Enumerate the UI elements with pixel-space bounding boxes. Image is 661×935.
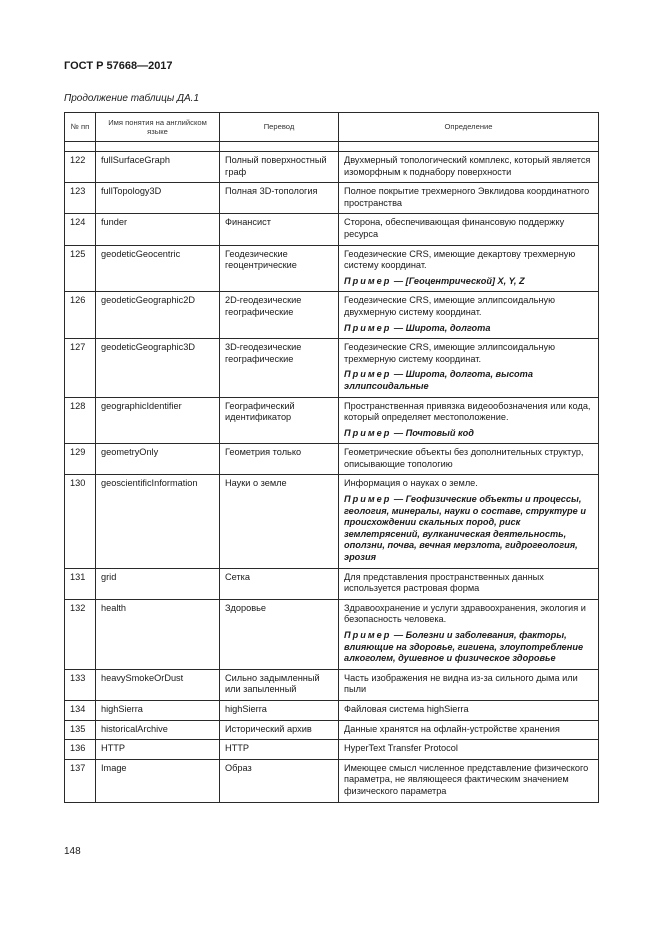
term-cell: fullTopology3D — [96, 183, 220, 214]
translation-cell: 3D-геодезические географические — [220, 339, 339, 397]
row-number-cell: 124 — [65, 214, 96, 245]
term-cell: highSierra — [96, 700, 220, 720]
example-note — [344, 323, 593, 335]
table-caption: Продолжение таблицы ДА.1 — [64, 93, 200, 104]
example-text: — Почтовый код — [393, 427, 474, 438]
table-row — [65, 292, 599, 339]
definition-text: Информация о науках о земле. — [344, 478, 478, 489]
example-text: — [Геоцентрической] X, Y, Z — [393, 275, 525, 286]
definition-cell — [339, 475, 599, 568]
definition-text: Файловая система highSierra — [344, 703, 469, 714]
example-text: — Широта, долгота, высота эллипсоидальные — [344, 369, 533, 391]
definition-cell — [339, 759, 599, 802]
table-row — [65, 669, 599, 700]
table-row — [65, 339, 599, 397]
row-number-cell: 131 — [65, 568, 96, 599]
definition-cell — [339, 599, 599, 669]
row-number-cell: 130 — [65, 475, 96, 568]
row-number-cell: 134 — [65, 700, 96, 720]
definition-text: Часть изображения не видна из-за сильного дыма или пыли — [344, 672, 578, 695]
definition-cell — [339, 245, 599, 292]
translation-cell: Геодезические геоцентрические — [220, 245, 339, 292]
row-number-cell: 127 — [65, 339, 96, 397]
definition-text: Пространственная привязка видеообозначения или кода, который определяет местоположение. — [344, 400, 591, 423]
definition-text: Двухмерный топологический комплекс, который является изоморфным к поднабору поверхности — [344, 155, 591, 177]
example-text: — Широта, долгота — [393, 322, 491, 333]
term-cell: geometryOnly — [96, 444, 220, 475]
example-note — [344, 630, 593, 665]
row-number-cell: 135 — [65, 720, 96, 740]
translation-cell: HTTP — [220, 740, 339, 760]
term-cell: geodeticGeographic3D — [96, 339, 220, 397]
row-number-cell: 122 — [65, 152, 96, 183]
definition-text: Для представления пространственных данных используется растровая форма — [344, 571, 544, 594]
table-header-row — [65, 113, 599, 142]
table-row — [65, 444, 599, 475]
example-label: Пример — [344, 322, 392, 333]
translation-cell: Географический идентификатор — [220, 397, 339, 444]
definition-cell — [339, 444, 599, 475]
table-row — [65, 152, 599, 183]
document-standard-code: ГОСТ Р 57668—2017 — [64, 60, 173, 72]
term-cell: HTTP — [96, 740, 220, 760]
definition-cell — [339, 183, 599, 214]
definition-cell — [339, 152, 599, 183]
example-text: — Болезни и заболевания, факторы, влияющие на здоровье, гигиена, злоупотребление алкоголем, душевное и физическое здоровье — [344, 630, 584, 664]
table-row — [65, 700, 599, 720]
row-number-cell: 128 — [65, 397, 96, 444]
definition-cell — [339, 214, 599, 245]
definition-text: Имеющее смысл численное представление физического параметра, не являющееся фактическим значением физического параметра — [344, 762, 589, 796]
term-cell: geodeticGeocentric — [96, 245, 220, 292]
term-cell: geodeticGeographic2D — [96, 292, 220, 339]
table-row — [65, 214, 599, 245]
definition-cell — [339, 339, 599, 397]
example-label: Пример — [344, 427, 392, 438]
definition-cell — [339, 397, 599, 444]
translation-cell: Науки о земле — [220, 475, 339, 568]
term-cell: grid — [96, 568, 220, 599]
term-cell: funder — [96, 214, 220, 245]
translation-cell: Геометрия только — [220, 444, 339, 475]
translation-cell: highSierra — [220, 700, 339, 720]
row-number-cell: 129 — [65, 444, 96, 475]
table-row — [65, 397, 599, 444]
column-header-definition: Определение — [339, 113, 599, 142]
term-cell: geoscientificInformation — [96, 475, 220, 568]
example-note — [344, 428, 593, 440]
example-note — [344, 369, 593, 392]
definition-cell — [339, 669, 599, 700]
table-row — [65, 720, 599, 740]
row-number-cell: 132 — [65, 599, 96, 669]
definition-text: Данные хранятся на офлайн-устройстве хранения — [344, 723, 560, 734]
terms-table — [64, 112, 599, 803]
row-number-cell: 136 — [65, 740, 96, 760]
row-number-cell: 137 — [65, 759, 96, 802]
definition-text: Сторона, обеспечивающая финансовую поддержку ресурса — [344, 217, 565, 239]
definition-text: Геодезические CRS, имеющие декартову трехмерную систему координат. — [344, 248, 576, 271]
table-row — [65, 740, 599, 760]
definition-text: Здравоохранение и услуги здравоохранения, экология и безопасность человека. — [344, 602, 586, 625]
term-cell: health — [96, 599, 220, 669]
example-note — [344, 276, 593, 288]
translation-cell: Исторический архив — [220, 720, 339, 740]
row-number-cell: 133 — [65, 669, 96, 700]
translation-cell: Здоровье — [220, 599, 339, 669]
translation-cell: Образ — [220, 759, 339, 802]
row-number-cell: 125 — [65, 245, 96, 292]
definition-text: Геометрические объекты без дополнительных структур, описывающие топологию — [344, 447, 584, 469]
term-cell: fullSurfaceGraph — [96, 152, 220, 183]
example-label: Пример — [344, 494, 392, 505]
definition-cell — [339, 700, 599, 720]
column-header-number: № пп — [65, 113, 96, 142]
definition-text: Геодезические CRS, имеющие эллипсоидальную двухмерную систему координат. — [344, 295, 556, 317]
table-spacer-row — [65, 142, 599, 152]
definition-cell — [339, 740, 599, 760]
translation-cell: Финансист — [220, 214, 339, 245]
table-body — [65, 142, 599, 803]
term-cell: Image — [96, 759, 220, 802]
translation-cell: Сетка — [220, 568, 339, 599]
column-header-translation: Перевод — [220, 113, 339, 142]
definition-text: Геодезические CRS, имеющие эллипсоидальную трехмерную систему координат. — [344, 342, 556, 364]
page-number: 148 — [64, 846, 81, 857]
table-row — [65, 759, 599, 802]
table-row — [65, 183, 599, 214]
translation-cell: 2D-геодезические географические — [220, 292, 339, 339]
row-number-cell: 126 — [65, 292, 96, 339]
example-label: Пример — [344, 275, 392, 286]
term-cell: heavySmokeOrDust — [96, 669, 220, 700]
definition-cell — [339, 292, 599, 339]
example-label: Пример — [344, 630, 392, 640]
translation-cell: Сильно задымленный или запыленный — [220, 669, 339, 700]
table-row — [65, 599, 599, 669]
definition-cell — [339, 568, 599, 599]
table-row — [65, 475, 599, 568]
term-cell: geographicIdentifier — [96, 397, 220, 444]
example-note — [344, 494, 593, 564]
translation-cell: Полная 3D-топология — [220, 183, 339, 214]
table-row — [65, 245, 599, 292]
definition-cell — [339, 720, 599, 740]
example-text: — Геофизические объекты и процессы, геология, минералы, науки о составе, структуре и происхождении скальных пород, риск землетрясений, вулканическая деятельность, оползни, почва, вечная мерзлота, гидрогеология, эрозия — [344, 494, 586, 563]
term-cell: historicalArchive — [96, 720, 220, 740]
definition-text: HyperText Transfer Protocol — [344, 743, 458, 754]
translation-cell: Полный поверхностный граф — [220, 152, 339, 183]
definition-text: Полное покрытие трехмерного Эвклидова координатного пространства — [344, 186, 590, 208]
row-number-cell: 123 — [65, 183, 96, 214]
example-label: Пример — [344, 369, 392, 380]
column-header-term: Имя понятия на английском языке — [96, 113, 220, 142]
table-row — [65, 568, 599, 599]
